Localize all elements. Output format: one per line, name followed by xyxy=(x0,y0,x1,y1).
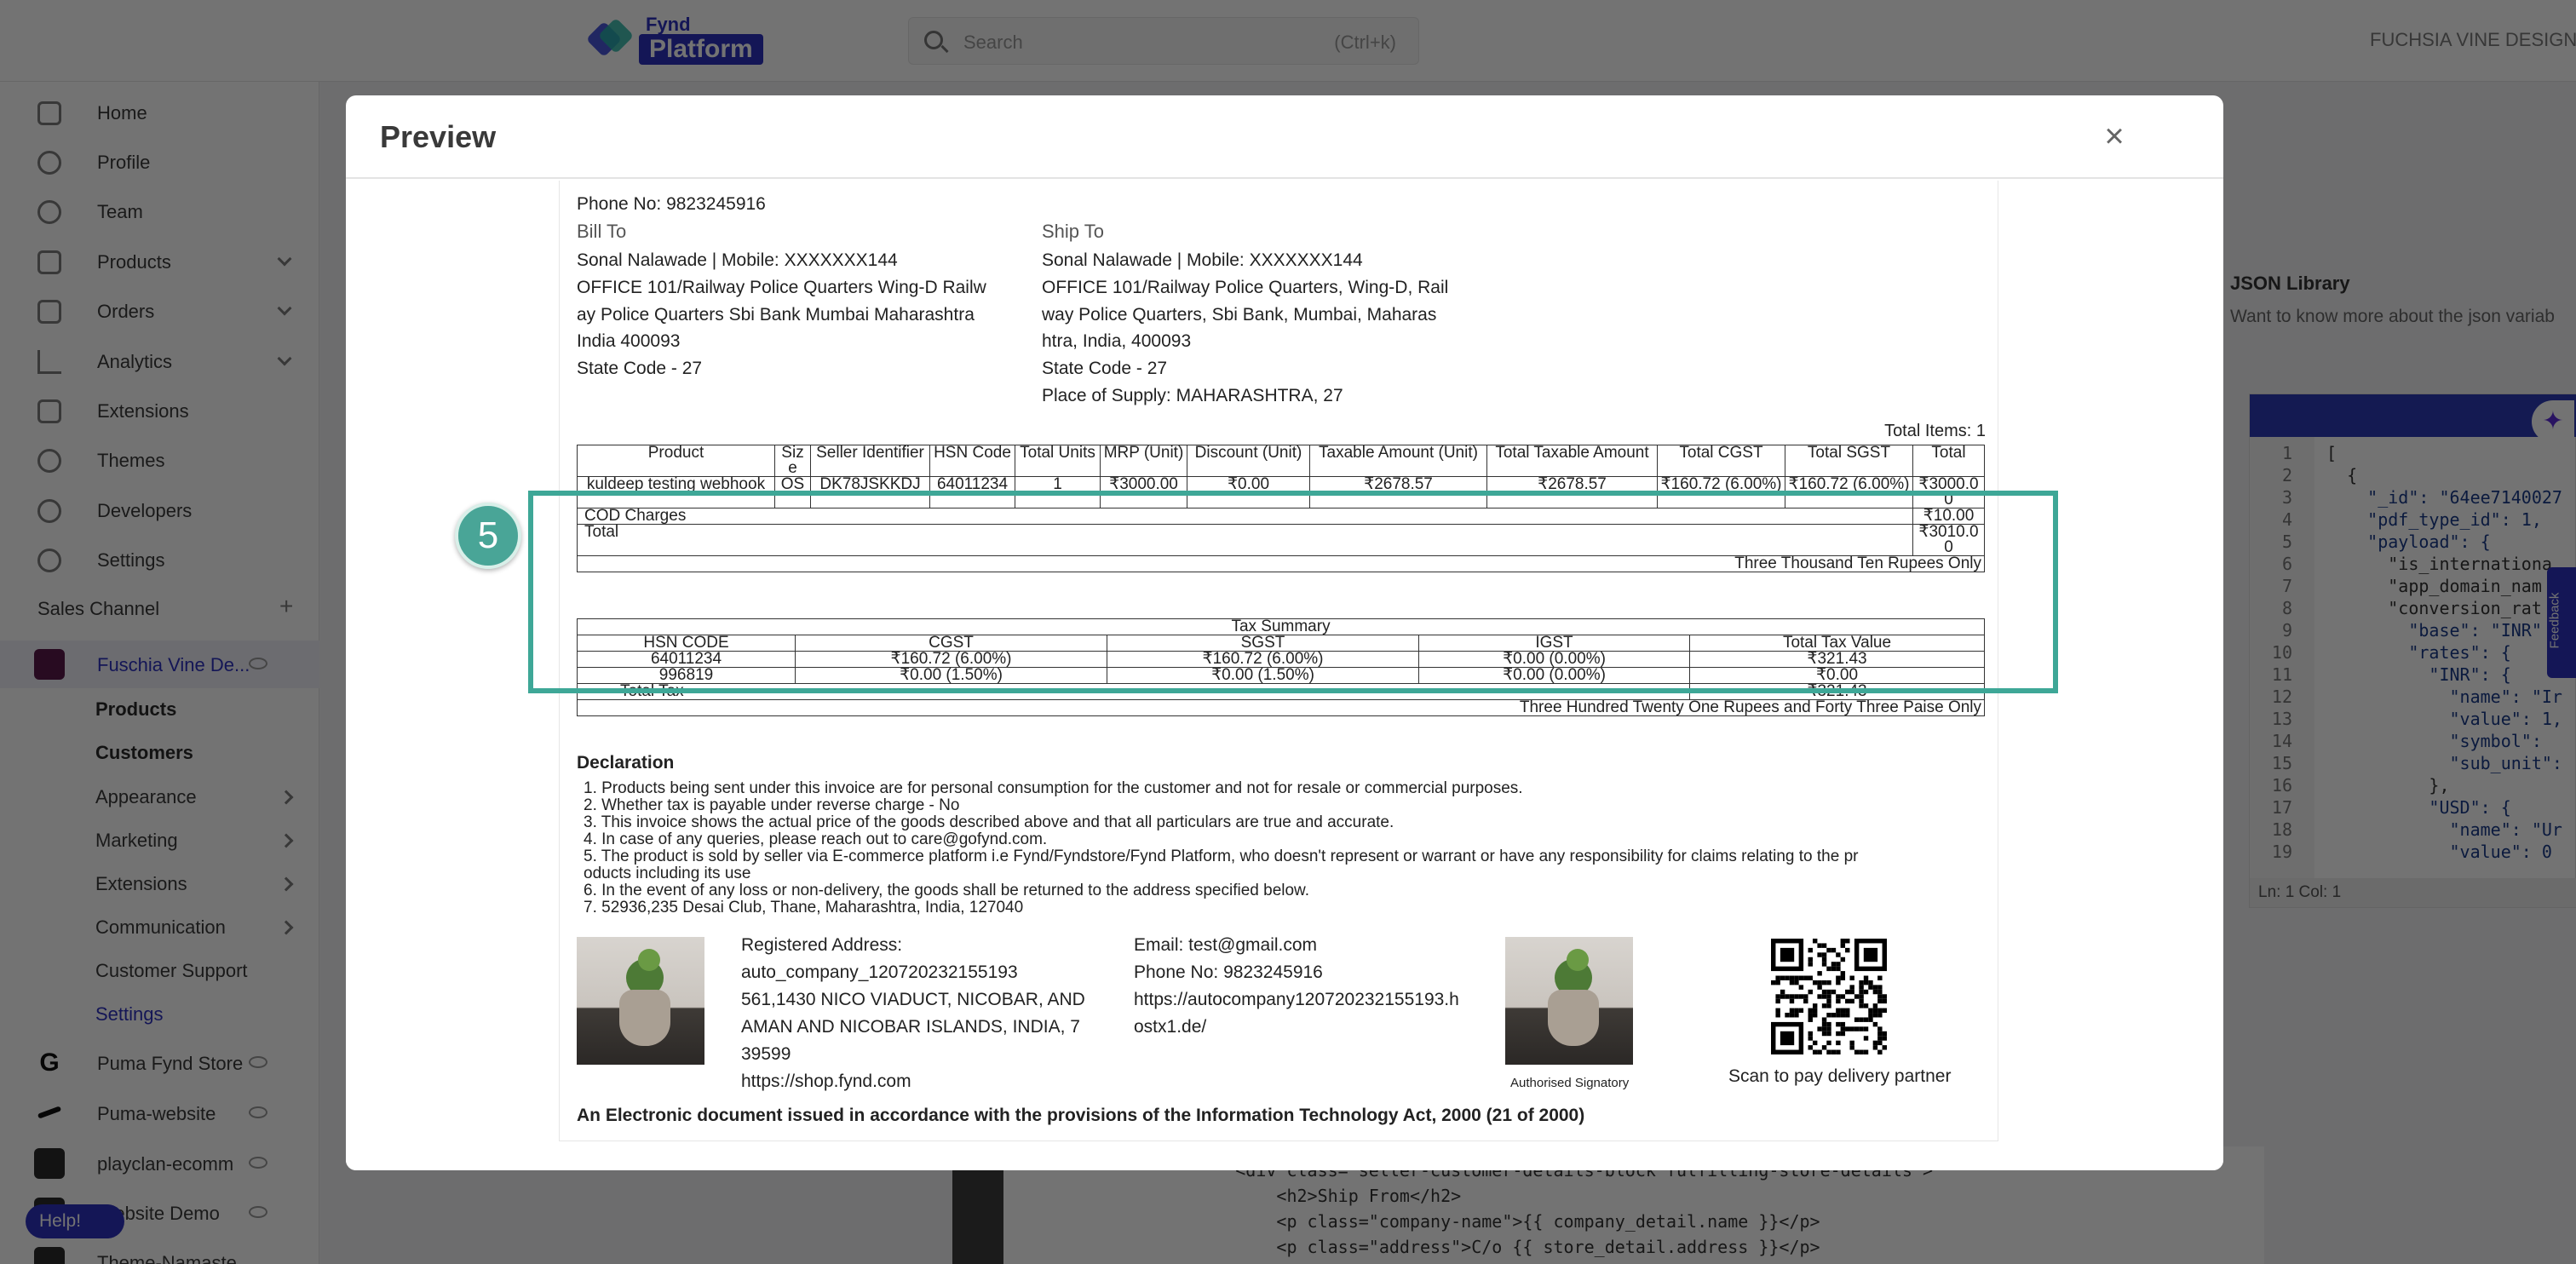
cell: 64011234 xyxy=(930,477,1015,508)
bill-to-heading: Bill To xyxy=(577,221,627,242)
registered-address-line: AMAN AND NICOBAR ISLANDS, INDIA, 7 xyxy=(741,1017,1080,1037)
registered-address-line: auto_company_120720232155193 xyxy=(741,962,1018,982)
total-words: Three Thousand Ten Rupees Only xyxy=(578,556,1985,572)
contact-line: Phone No: 9823245916 xyxy=(1134,962,1323,982)
registered-address-link[interactable]: https://shop.fynd.com xyxy=(741,1072,911,1091)
declaration-item: 6. In the event of any loss or non-delivery, the goods shall be returned to the address specified below. xyxy=(584,882,1310,899)
seller-phone: Phone No: 9823245916 xyxy=(577,194,766,214)
ship-to-line: way Police Quarters, Sbi Bank, Mumbai, Maharas xyxy=(1042,305,1437,325)
cell: ₹3000.00 xyxy=(1101,477,1187,508)
modal-header xyxy=(346,95,2223,179)
col-header: Size xyxy=(775,445,811,477)
cell: ₹160.72 (6.00%) xyxy=(1107,652,1419,668)
cell: DK78JSKKDJ xyxy=(811,477,930,508)
col-header: Total Taxable Amount xyxy=(1487,445,1658,477)
total-tax-label: Total Tax xyxy=(578,684,1690,700)
cell: ₹0.00 (0.00%) xyxy=(1419,668,1690,684)
col-header: Product xyxy=(578,445,775,477)
total-tax-words-row xyxy=(578,700,1985,716)
ship-to-line: Sonal Nalawade | Mobile: XXXXXXX144 xyxy=(1042,250,1363,270)
declaration-item: 7. 52936,235 Desai Club, Thane, Maharashtra, India, 127040 xyxy=(584,899,1024,916)
signatory-image xyxy=(1505,937,1633,1065)
modal-title: Preview xyxy=(380,119,497,154)
col-header: MRP (Unit) xyxy=(1101,445,1187,477)
cell: 996819 xyxy=(578,668,796,684)
cell: ₹321.43 xyxy=(1690,652,1985,668)
total-tax-words: Three Hundred Twenty One Rupees and Forty Three Paise Only xyxy=(578,700,1985,716)
cell: ₹160.72 (6.00%) xyxy=(1658,477,1785,508)
declaration-item: 3. This invoice shows the actual price of the goods described above and that all particulars are true and accurate. xyxy=(584,813,1394,831)
col-header: CGST xyxy=(796,635,1107,652)
preview-modal xyxy=(346,95,2223,1170)
ship-to-line: OFFICE 101/Railway Police Quarters, Wing-D, Rail xyxy=(1042,278,1449,297)
signatory-label: Authorised Signatory xyxy=(1510,1076,1630,1090)
contact-line: Email: test@gmail.com xyxy=(1134,935,1318,955)
cell: ₹0.00 (1.50%) xyxy=(796,668,1107,684)
cell: ₹3000.00 xyxy=(1913,477,1985,508)
payment-qr-code xyxy=(1771,939,1887,1054)
col-header: Total Units xyxy=(1015,445,1101,477)
highlight-box xyxy=(528,491,2058,693)
declaration-title: Declaration xyxy=(577,753,675,773)
registered-address-line: Registered Address: xyxy=(741,935,903,955)
bill-to-line: State Code - 27 xyxy=(577,359,703,378)
col-header: SGST xyxy=(1107,635,1419,652)
col-header: Discount (Unit) xyxy=(1187,445,1310,477)
ship-to-heading: Ship To xyxy=(1042,221,1104,242)
total-value: ₹3010.00 xyxy=(1913,525,1985,556)
registered-address-line: 561,1430 NICO VIADUCT, NICOBAR, AND xyxy=(741,990,1085,1009)
cell: 64011234 xyxy=(578,652,796,668)
col-header: Taxable Amount (Unit) xyxy=(1310,445,1487,477)
cell: ₹0.00 (1.50%) xyxy=(1107,668,1419,684)
cell: ₹160.72 (6.00%) xyxy=(1785,477,1913,508)
tax-summary-title: Tax Summary xyxy=(578,619,1985,635)
items-header-row xyxy=(578,445,1985,477)
ship-to-line: State Code - 27 xyxy=(1042,359,1168,378)
total-tax-value: ₹321.43 xyxy=(1690,684,1985,700)
ship-to-line: Place of Supply: MAHARASHTRA, 27 xyxy=(1042,386,1343,405)
cell: ₹0.00 xyxy=(1187,477,1310,508)
cell: 1 xyxy=(1015,477,1101,508)
modal-body[interactable] xyxy=(346,181,2223,1170)
bill-to-line: Sonal Nalawade | Mobile: XXXXXXX144 xyxy=(577,250,898,270)
legal-note: An Electronic document issued in accordance with the provisions of the Information Technology Act, 2000 (21 of 2000) xyxy=(577,1106,1585,1125)
cell: OS xyxy=(775,477,811,508)
col-header: Total xyxy=(1913,445,1985,477)
declaration-item: 5. The product is sold by seller via E-commerce platform i.e Fynd/Fyndstore/Fynd Platform, who doesn't represent or warrant or have any responsibility for claims relating to the pr xyxy=(584,847,1859,865)
contact-link[interactable]: ostx1.de/ xyxy=(1134,1017,1207,1037)
declaration-item: oducts including its use xyxy=(584,865,751,882)
cell: ₹160.72 (6.00%) xyxy=(796,652,1107,668)
declaration-item: 4. In case of any queries, please reach out to care@gofynd.com. xyxy=(584,830,1048,848)
total-label: Total xyxy=(578,525,1913,556)
col-header: Total Tax Value xyxy=(1690,635,1985,652)
cell: ₹0.00 (0.00%) xyxy=(1419,652,1690,668)
close-icon[interactable]: × xyxy=(2104,118,2125,155)
col-header: IGST xyxy=(1419,635,1690,652)
declaration-item: 2. Whether tax is payable under reverse charge - No xyxy=(584,796,960,814)
contact-link[interactable]: https://autocompany120720232155193.h xyxy=(1134,990,1459,1009)
cell: ₹2678.57 xyxy=(1487,477,1658,508)
col-header: HSN Code xyxy=(930,445,1015,477)
bill-to-line: OFFICE 101/Railway Police Quarters Wing-D Railw xyxy=(577,278,986,297)
col-header: Total CGST xyxy=(1658,445,1785,477)
cell: kuldeep testing webhook xyxy=(578,477,775,508)
step-badge: 5 xyxy=(455,503,521,569)
bill-to-line: ay Police Quarters Sbi Bank Mumbai Maharashtra xyxy=(577,305,975,325)
cell: ₹2678.57 xyxy=(1310,477,1487,508)
col-header: Total SGST xyxy=(1785,445,1913,477)
cod-value: ₹10.00 xyxy=(1913,508,1985,525)
col-header: HSN CODE xyxy=(578,635,796,652)
cell: ₹0.00 xyxy=(1690,668,1985,684)
total-items: Total Items: 1 xyxy=(1884,422,1986,440)
qr-code-graphic xyxy=(1771,939,1887,1054)
declaration-item: 1. Products being sent under this invoice are for personal consumption for the customer and not for resale or commercial purposes. xyxy=(584,779,1523,797)
qr-label: Scan to pay delivery partner xyxy=(1728,1066,1952,1086)
ship-to-line: htra, India, 400093 xyxy=(1042,331,1192,351)
cod-label: COD Charges xyxy=(578,508,1913,525)
registered-address-line: 39599 xyxy=(741,1044,791,1064)
col-header: Seller Identifier xyxy=(811,445,930,477)
bill-to-line: India 400093 xyxy=(577,331,681,351)
company-logo-image xyxy=(577,937,704,1065)
